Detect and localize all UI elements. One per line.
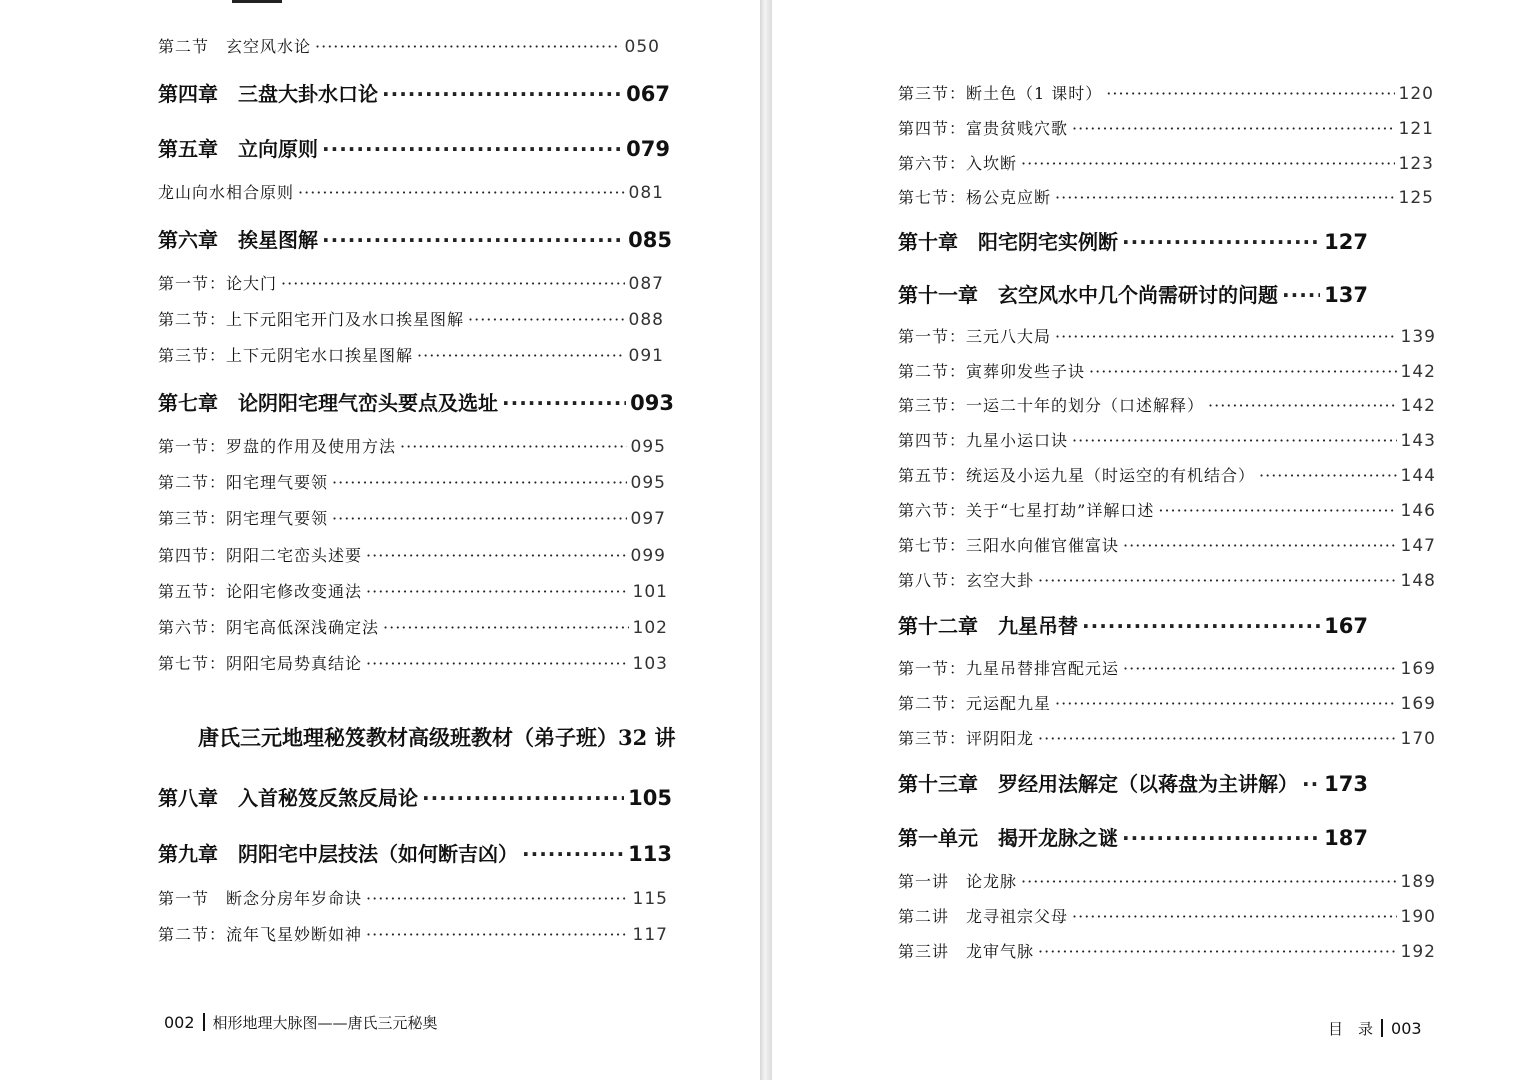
entry-label: 第八节：玄空大卦 [898, 571, 1035, 590]
toc-chapter[interactable] [158, 387, 674, 416]
toc-entry[interactable] [898, 656, 1436, 679]
page-number: 125 [1398, 188, 1434, 208]
entry-label: 第四章 三盘大卦水口论 [158, 82, 378, 106]
page-number: 143 [1400, 431, 1436, 451]
entry-label: 第三讲 龙审气脉 [898, 942, 1035, 961]
leader-dots [1072, 431, 1397, 450]
toc-entry[interactable] [158, 615, 668, 638]
page-number: 097 [630, 509, 666, 529]
toc-chapter[interactable] [898, 768, 1368, 797]
leader-dots [417, 346, 625, 365]
entry-label: 第十三章 罗经用法解定（以蒋盘为主讲解） [898, 772, 1298, 796]
top-rule [232, 0, 282, 3]
toc-entry[interactable] [898, 498, 1436, 521]
entry-label: 第三节：一运二十年的划分（口述解释） [898, 396, 1205, 415]
toc-entry[interactable] [898, 463, 1436, 486]
leader-dots [1021, 872, 1397, 891]
entry-label: 第七章 论阴阳宅理气峦头要点及选址 [158, 391, 498, 415]
footer-page-number: 003 [1391, 1019, 1422, 1038]
toc-entry[interactable] [898, 324, 1436, 347]
entry-label: 第一节：三元八大局 [898, 327, 1052, 346]
entry-label: 第一节：九星吊替排宫配元运 [898, 659, 1120, 678]
entry-label: 第七节：三阳水向催官催富诀 [898, 536, 1120, 555]
page-number: 050 [624, 37, 660, 57]
page-number: 189 [1400, 872, 1436, 892]
page-number: 142 [1400, 396, 1436, 416]
leader-dots [366, 546, 627, 565]
page-number: 085 [628, 228, 672, 252]
page-number: 123 [1398, 154, 1434, 174]
entry-label: 第五节：统运及小运九星（时运空的有机结合） [898, 466, 1256, 485]
toc-entry[interactable] [158, 307, 664, 330]
leader-dots [1055, 188, 1395, 207]
leader-dots [1072, 907, 1397, 926]
toc-entry[interactable] [898, 116, 1434, 139]
page-number: 139 [1400, 327, 1436, 347]
leader-dots [1082, 614, 1320, 638]
entry-label: 第四节：阴阳二宅峦头述要 [158, 546, 363, 565]
toc-entry[interactable] [898, 428, 1436, 451]
entry-label: 第十二章 九星吊替 [898, 614, 1078, 638]
toc-entry[interactable] [898, 185, 1434, 208]
leader-dots [1122, 230, 1320, 254]
leader-dots [1106, 84, 1394, 103]
entry-label: 第九章 阴阳宅中层技法（如何断吉凶） [158, 842, 518, 866]
entry-label: 第六节：关于“七星打劫”详解口述 [898, 501, 1155, 520]
page-number: 146 [1400, 501, 1436, 521]
page-footer [164, 1012, 438, 1033]
footer-section-title: 目 录 [1328, 1020, 1374, 1038]
toc-entry[interactable] [158, 271, 664, 294]
toc-chapter[interactable] [898, 822, 1368, 851]
toc-entry[interactable] [898, 726, 1436, 749]
page-number: 079 [626, 137, 670, 161]
toc-entry[interactable] [898, 869, 1436, 892]
footer-divider [1381, 1019, 1383, 1037]
toc-entry[interactable] [898, 533, 1436, 556]
page-number: 169 [1400, 659, 1436, 679]
entry-label: 第六节：入坎断 [898, 154, 1018, 173]
footer-divider [203, 1013, 205, 1031]
toc-entry[interactable] [158, 922, 668, 945]
page-number: 192 [1400, 942, 1436, 962]
toc-entry[interactable] [898, 151, 1434, 174]
page-footer [1328, 1018, 1422, 1039]
book-gutter [760, 0, 772, 1080]
toc-entry[interactable] [158, 180, 664, 203]
toc-entry[interactable] [158, 651, 668, 674]
toc-entry[interactable] [158, 34, 660, 57]
page-number: 099 [630, 546, 666, 566]
page-number: 120 [1398, 84, 1434, 104]
entry-label: 第四节：富贵贫贱穴歌 [898, 119, 1069, 138]
leader-dots [1123, 536, 1397, 555]
leader-dots [298, 183, 625, 202]
toc-entry[interactable] [158, 886, 668, 909]
toc-entry[interactable] [898, 904, 1436, 927]
toc-chapter[interactable] [158, 133, 670, 162]
leader-dots [1055, 327, 1397, 346]
right-page [772, 0, 1536, 1080]
leader-dots [1302, 772, 1320, 796]
leader-dots [366, 654, 629, 673]
entry-label: 第一节 断念分房年岁命诀 [158, 889, 363, 908]
leader-dots [502, 391, 626, 415]
leader-dots [281, 274, 625, 293]
toc-chapter[interactable] [158, 782, 672, 811]
footer-page-number: 002 [164, 1013, 195, 1032]
page-number: 170 [1400, 729, 1436, 749]
entry-label: 第一节：罗盘的作用及使用方法 [158, 437, 397, 456]
page-number: 121 [1398, 119, 1434, 139]
page-number: 081 [628, 183, 664, 203]
entry-label: 第一讲 论龙脉 [898, 872, 1018, 891]
page-number: 103 [632, 654, 668, 674]
leader-dots [366, 925, 629, 944]
footer-book-title: 相形地理大脉图——唐氏三元秘奥 [212, 1014, 438, 1032]
entry-label: 龙山向水相合原则 [158, 183, 295, 202]
entry-label: 第二节：阳宅理气要领 [158, 473, 329, 492]
leader-dots [1072, 119, 1395, 138]
leader-dots [1021, 154, 1395, 173]
entry-label: 第二节 玄空风水论 [158, 37, 312, 56]
leader-dots [1122, 826, 1320, 850]
toc-entry[interactable] [898, 568, 1436, 591]
leader-dots [1123, 659, 1397, 678]
page-number: 093 [630, 391, 674, 415]
page-number: 095 [630, 473, 666, 493]
page-number: 117 [632, 925, 668, 945]
leader-dots [400, 437, 627, 456]
toc-entry[interactable] [158, 434, 666, 457]
page-number: 167 [1324, 614, 1368, 638]
leader-dots [382, 82, 622, 106]
toc-entry[interactable] [898, 393, 1436, 416]
entry-label: 第二节：上下元阳宅开门及水口挨星图解 [158, 310, 465, 329]
page-number: 088 [628, 310, 664, 330]
toc-chapter[interactable] [898, 610, 1368, 639]
leader-dots [1208, 396, 1397, 415]
left-page [0, 0, 760, 1080]
leader-dots [315, 37, 621, 56]
page-number: 187 [1324, 826, 1368, 850]
leader-dots [1259, 466, 1397, 485]
entry-label: 第三节：上下元阴宅水口挨星图解 [158, 346, 414, 365]
toc-entry[interactable] [158, 579, 668, 602]
page-number: 091 [628, 346, 664, 366]
entry-label: 第五节：论阳宅修改变通法 [158, 582, 363, 601]
entry-label: 第七节：阴阳宅局势真结论 [158, 654, 363, 673]
page-number: 144 [1400, 466, 1436, 486]
entry-label: 第十章 阳宅阴宅实例断 [898, 230, 1118, 254]
toc-entry[interactable] [898, 691, 1436, 714]
toc-chapter[interactable] [158, 838, 672, 867]
toc-chapter[interactable] [898, 279, 1368, 308]
leader-dots [1089, 362, 1397, 381]
toc-entry[interactable] [158, 343, 664, 366]
toc-chapter[interactable] [158, 224, 672, 253]
page-number: 101 [632, 582, 668, 602]
leader-dots [1282, 283, 1320, 307]
leader-dots [1158, 501, 1396, 520]
page-number: 173 [1324, 772, 1368, 796]
page-number: 113 [628, 842, 672, 866]
entry-label: 第三节：阴宅理气要领 [158, 509, 329, 528]
part-title: 唐氏三元地理秘笈教材高级班教材（弟子班）32 讲 [198, 725, 676, 750]
entry-label: 第三节：断土色（1 课时） [898, 84, 1103, 103]
toc-entry[interactable] [898, 939, 1436, 962]
page-number: 102 [632, 618, 668, 638]
page-number: 095 [630, 437, 666, 457]
leader-dots [522, 842, 624, 866]
leader-dots [322, 228, 624, 252]
page-number: 169 [1400, 694, 1436, 714]
entry-label: 第七节：杨公克应断 [898, 188, 1052, 207]
entry-label: 第四节：九星小运口诀 [898, 431, 1069, 450]
page-number: 190 [1400, 907, 1436, 927]
leader-dots [422, 786, 624, 810]
entry-label: 第二讲 龙寻祖宗父母 [898, 907, 1069, 926]
page-number: 142 [1400, 362, 1436, 382]
entry-label: 第十一章 玄空风水中几个尚需研讨的问题 [898, 283, 1278, 307]
leader-dots [366, 889, 629, 908]
toc-chapter[interactable] [898, 226, 1368, 255]
leader-dots [468, 310, 625, 329]
leader-dots [1038, 942, 1397, 961]
page-number: 067 [626, 82, 670, 106]
entry-label: 第五章 立向原则 [158, 137, 318, 161]
page-number: 087 [628, 274, 664, 294]
leader-dots [332, 509, 627, 528]
entry-label: 第六章 挨星图解 [158, 228, 318, 252]
entry-label: 第八章 入首秘笈反煞反局论 [158, 786, 418, 810]
entry-label: 第二节：流年飞星妙断如神 [158, 925, 363, 944]
leader-dots [332, 473, 627, 492]
toc-entry[interactable] [898, 359, 1436, 382]
toc-entry[interactable] [158, 470, 666, 493]
toc-entry[interactable] [898, 81, 1434, 104]
page-number: 115 [632, 889, 668, 909]
entry-label: 第一节：论大门 [158, 274, 278, 293]
page-number: 147 [1400, 536, 1436, 556]
toc-entry[interactable] [158, 506, 666, 529]
toc-chapter[interactable] [158, 78, 670, 107]
entry-label: 第三节：评阴阳龙 [898, 729, 1035, 748]
page-number: 148 [1400, 571, 1436, 591]
toc-entry[interactable] [158, 543, 666, 566]
entry-label: 第一单元 揭开龙脉之谜 [898, 826, 1118, 850]
page-number: 105 [628, 786, 672, 810]
leader-dots [322, 137, 622, 161]
leader-dots [1055, 694, 1397, 713]
entry-label: 第六节：阴宅高低深浅确定法 [158, 618, 380, 637]
leader-dots [383, 618, 629, 637]
leader-dots [1038, 729, 1397, 748]
leader-dots [366, 582, 629, 601]
entry-label: 第二节：元运配九星 [898, 694, 1052, 713]
page-number: 137 [1324, 283, 1368, 307]
leader-dots [1038, 571, 1397, 590]
entry-label: 第二节：寅葬卯发些子诀 [898, 362, 1086, 381]
page-number: 127 [1324, 230, 1368, 254]
